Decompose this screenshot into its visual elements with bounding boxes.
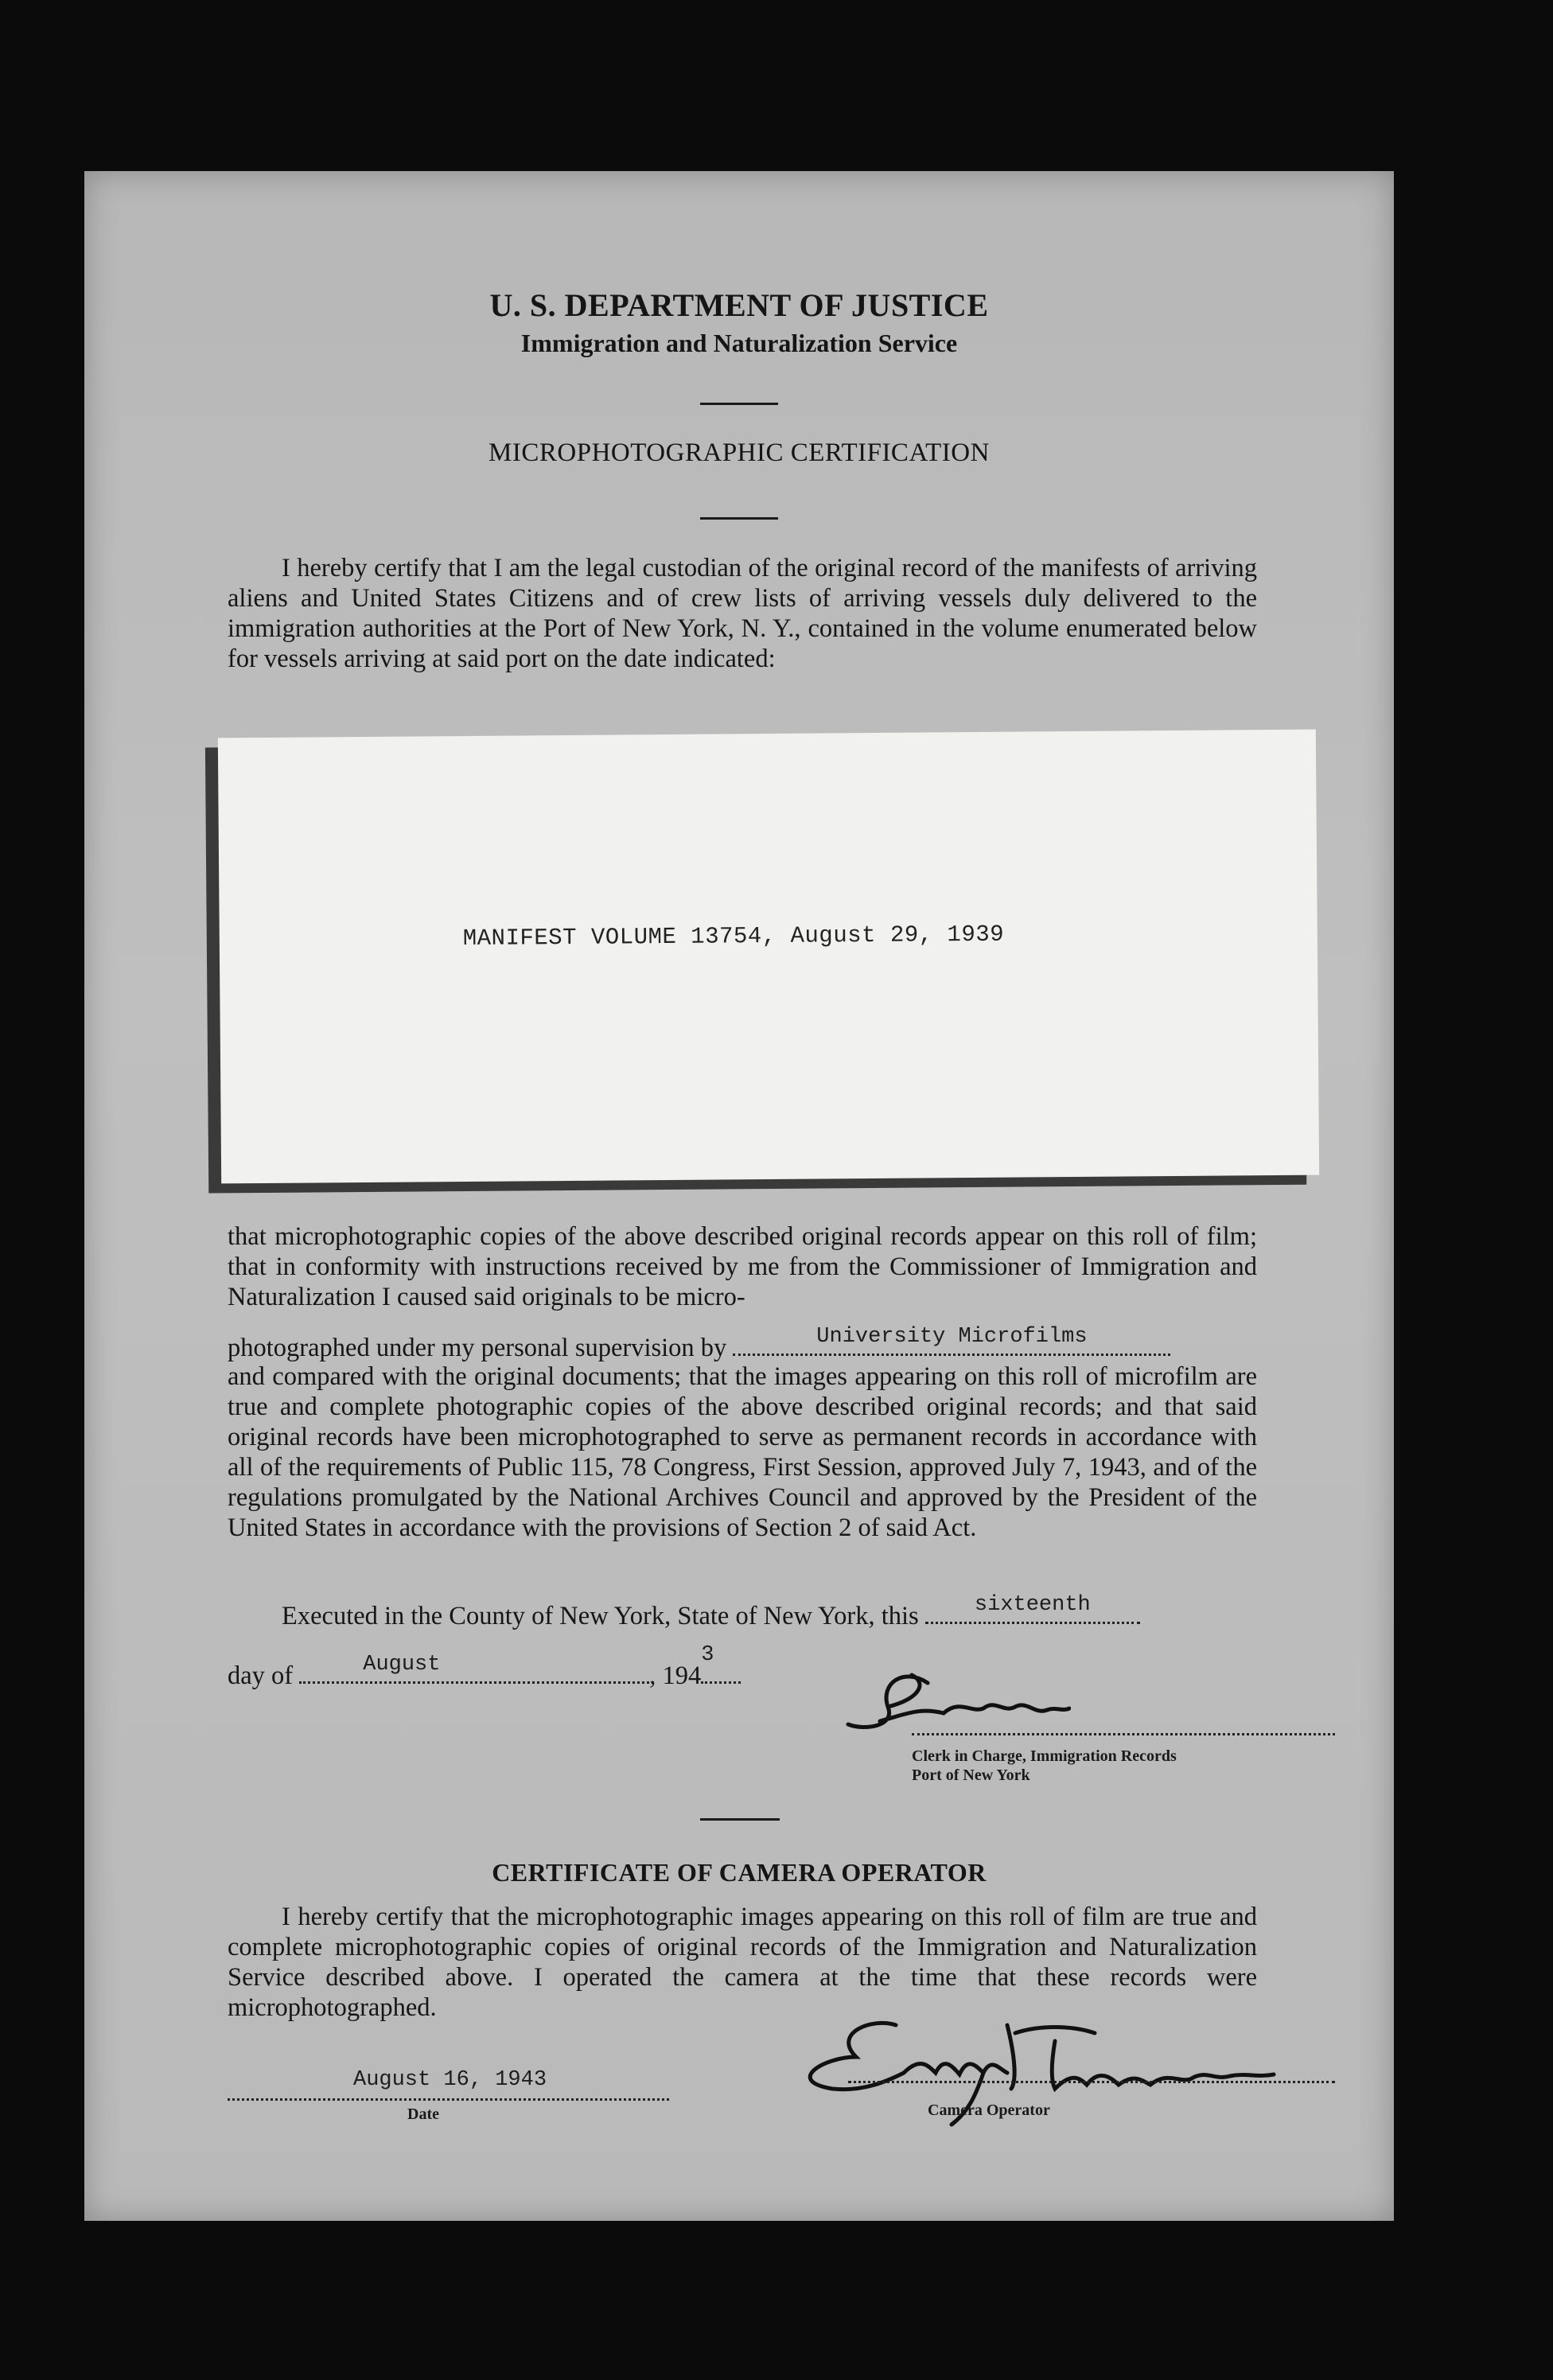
- date-value: August 16, 1943: [353, 2068, 547, 2092]
- certification-title: MICROPHOTOGRAPHIC CERTIFICATION: [488, 438, 990, 467]
- clerk-title-line2: Port of New York: [912, 1766, 1030, 1784]
- month-value: August: [363, 1653, 441, 1677]
- intro-paragraph: I hereby certify that I am the legal custodian of the original record of the manifests of arriving aliens and United States Citizens and of crew lists of arriving vessels duly delivered to the immigration authorities at the Port of New York, N. Y., contained in the volume enumerated below for vessels arriving at said port on the date indicated:: [228, 554, 1257, 673]
- executed-prefix: Executed in the County of New York, State of New York, this: [282, 1602, 919, 1630]
- day-value: sixteenth: [974, 1593, 1091, 1617]
- year-digit: 3: [701, 1643, 714, 1667]
- supervision-prefix: photographed under my personal supervision by: [228, 1334, 727, 1362]
- divider-rule: [700, 403, 778, 405]
- clerk-title-line1: Clerk in Charge, Immigration Records: [912, 1747, 1177, 1765]
- operator-signature-line: [848, 2081, 1335, 2083]
- manifest-volume-text: MANIFEST VOLUME 13754, August 29, 1939: [462, 921, 1005, 952]
- service-subheading: Immigration and Naturalization Service: [520, 329, 958, 357]
- body-paragraph-rest: and compared with the original documents; that the images appearing on this roll of microfilm are true and complete photographic copies of the above described original records; and that said original records have been microphotographed to serve as permanent records in accordance with all of the requirements of Public 115, 78 Congress, First Session, approved July 7, 1943, and of the regulations promulgated by the National Archives Council and approved by the President of the United States in accordance with the provisions of Section 2 of said Act.: [228, 1362, 1257, 1542]
- body-paragraph-start: that microphotographic copies of the above described original records appear on this roll of film; that in conformity with instructions received by me from the Commissioner of Immigration and Naturalization I caused said originals to be micro-: [228, 1222, 1257, 1311]
- executed-line: [282, 1593, 1140, 1631]
- department-heading: U. S. DEPARTMENT OF JUSTICE: [489, 287, 989, 323]
- camera-certificate-title: CERTIFICATE OF CAMERA OPERATOR: [492, 1858, 987, 1887]
- supervisor-value: University Microfilms: [816, 1325, 1088, 1349]
- supervisor-field: [733, 1325, 1170, 1356]
- day-of-label: day of: [228, 1661, 294, 1690]
- month-field: [299, 1653, 649, 1684]
- clerk-signature: [832, 1651, 1071, 1739]
- clerk-title: [912, 1747, 1177, 1785]
- date-field: [228, 2068, 669, 2101]
- divider-rule: [700, 517, 778, 520]
- year-field: [701, 1643, 741, 1684]
- camera-paragraph: I hereby certify that the microphotographic images appearing on this roll of film are true and complete microphotographic copies of original records of the Immigration and Naturalization Service described above. I operated the camera at the time that these records were microphotographed.: [228, 1903, 1257, 2022]
- day-of-line: [228, 1643, 741, 1691]
- certificate-sheet: [84, 171, 1394, 2221]
- manifest-slip: [218, 730, 1319, 1184]
- operator-label: Camera Operator: [928, 2101, 1050, 2119]
- divider-rule: [700, 1818, 780, 1821]
- date-label: Date: [407, 2105, 439, 2123]
- clerk-signature-line: [912, 1733, 1335, 1735]
- supervision-line: [228, 1325, 1170, 1363]
- year-prefix: , 194: [649, 1661, 702, 1690]
- day-field: [925, 1593, 1140, 1624]
